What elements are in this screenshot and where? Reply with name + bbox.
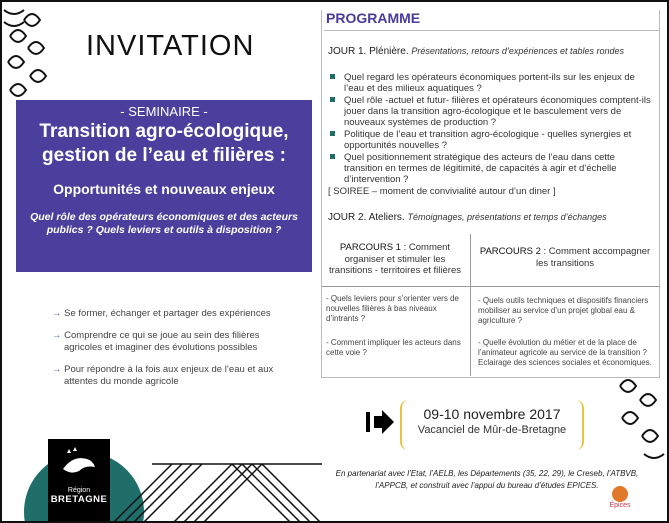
jour1-heading: JOUR 1. Plénière. Présentations, retours d’expériences et tables rondes [328,46,624,57]
event-date-box [400,400,584,450]
region-bretagne-logo [48,439,110,521]
seminar-panel [16,100,312,272]
drops-pattern-icon [2,2,72,112]
objectives-list [52,308,282,398]
programme-title: PROGRAMME [326,10,421,26]
question-item: Quel regard les opérateurs économiques portent-ils sur les enjeux de l’eau et des milieux aquatiques ? [328,72,656,94]
event-place: Vacanciel de Mûr-de-Bretagne [417,424,567,436]
table-divider-vertical [470,234,471,376]
question-item: Politique de l’eau et transition agro-écologique - quelles synergies et opportunités nouvelles ? [328,129,656,151]
parcours2-header: PARCOURS 2 : Comment accompagner les transitions [479,246,651,269]
ermine-bird-icon [59,447,99,481]
seminar-question: Quel rôle des opérateurs économiques et des acteurs publics ? Quels leviers et outils à disposition ? [30,211,298,236]
programme-divider [324,30,660,31]
bullet-square-icon [330,131,335,136]
seminar-title-line1: Transition agro-écologique, [39,121,289,142]
jour2-heading: JOUR 2. Ateliers. Témoignages, présentations et temps d’échanges [328,212,607,223]
arrow-right-icon: → [52,364,65,375]
drops-pattern-right-icon [614,374,666,464]
parcours2-item: - Quels outils techniques et dispositifs financiers mobiliser au service d’un projet global eau & agriculture ? [478,296,649,325]
stripes-pattern-icon [112,454,322,523]
bullet-square-icon [330,74,335,79]
question-item: Quel positionnement stratégique des acteurs de l’eau dans cette transition en termes de légitimité, de capacités à agir et d’échelle d’intervention ? [328,152,656,185]
seminar-subtitle: Opportunités et nouveaux enjeux [53,181,275,197]
logo-line1: Région [67,487,91,494]
epices-label: Épices [609,502,631,509]
seminar-kicker: - SEMINAIRE - [120,104,208,119]
parcours2-column [474,234,656,368]
parcours1-item: - Quels leviers pour s’orienter vers de nouvelles filières à bas niveaux d’intrants ? [326,294,459,323]
epices-logo [600,486,640,516]
epices-flower-icon [612,486,628,502]
parcours1-column [322,234,468,358]
parcours-table [322,234,660,376]
soiree-note: [ SOIREE – moment de convivialité autour d’un diner ] [328,186,556,197]
parcours1-item: - Comment impliquer les acteurs dans cette voie ? [326,338,461,357]
objective-item: → Comprendre ce qui se joue au sein des filières agricoles et imaginer des évolutions possibles [52,330,260,353]
logo-line2: BRETAGNE [50,494,108,505]
question-item: Quel rôle -actuel et futur- filières et opérateurs économiques comptent-ils jouer dans la transition agro-écologique et le basculement vers de nouveaux systèmes de production ? [328,95,656,128]
arrow-right-icon: → [52,308,65,319]
parcours2-item: - Quelle évolution du métier et de la place de l’animateur agricole au service de la transition ? Eclairage des sciences sociales et économiques. [478,338,652,367]
objective-item: → Se former, échanger et partager des expériences [52,308,271,319]
bullet-square-icon [330,97,335,102]
partners-note: En partenariat avec l’Etat, l’AELB, les Départements (35, 22, 29), le Creseb, l’ATBVB, l’APPCB, et construit avec l’appui du bureau d’études EPICES. [335,469,639,490]
bullet-square-icon [330,154,335,159]
objective-item: → Pour répondre à la fois aux enjeux de l’eau et aux attentes du monde agricole [52,364,274,387]
invitation-heading: INVITATION [86,30,255,62]
arrow-right-icon: → [52,330,65,341]
seminar-title-line2: gestion de l’eau et filières : [42,145,286,166]
parcours1-header: PARCOURS 1 : Comment organiser et stimuler les transitions - territoires et filières [329,242,461,276]
event-arrow-icon [366,410,396,440]
programme-border-bottom [321,377,660,378]
event-date: 09-10 novembre 2017 [423,406,561,422]
jour1-questions [328,72,656,186]
